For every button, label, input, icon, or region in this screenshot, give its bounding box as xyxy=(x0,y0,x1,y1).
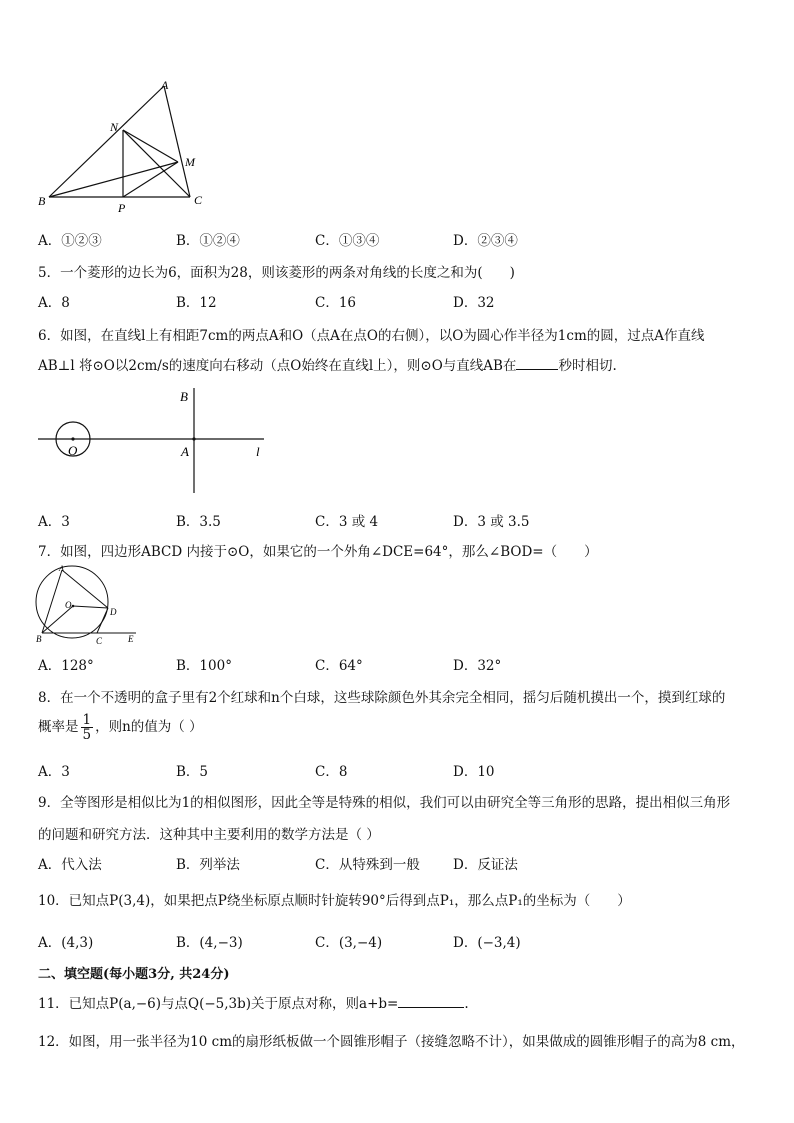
q6-line2a: AB⊥l 将⊙O以2cm/s的速度向右移动（点O始终在直线l上），则⊙O与直线AB在 xyxy=(38,358,517,374)
label-e: E xyxy=(128,634,134,644)
label-o: O xyxy=(65,600,72,610)
label-a: A xyxy=(181,444,189,459)
fraction-numerator: 1 xyxy=(82,712,92,728)
q4-option-a: A．①②③ xyxy=(38,233,102,249)
q5-option-d: D．32 xyxy=(453,295,495,311)
q5-option-c: C．16 xyxy=(315,295,357,311)
q6-option-d: D．3 或 3.5 xyxy=(453,514,530,530)
q4-option-b: B．①②④ xyxy=(176,233,240,249)
q6-line1: 6．如图，在直线l上有相距7cm的两点A和O（点A在点O的右侧），以O为圆心作半径为1cm的圆，过点A作直线 xyxy=(38,328,705,344)
q5-option-b: B．12 xyxy=(176,295,217,311)
q7-option-d: D．32° xyxy=(453,658,502,674)
label-a: A xyxy=(161,78,169,92)
label-d: D xyxy=(110,607,117,617)
q8-line1: 8．在一个不透明的盒子里有2个红球和n个白球，这些球除颜色外其余完全相同，摇匀后随机摸出一个，摸到红球的 xyxy=(38,690,726,706)
q12-text: 12．如图，用一张半径为10 cm的扇形纸板做一个圆锥形帽子（接缝忽略不计），如果做成的圆锥形帽子的高为8 cm， xyxy=(38,1034,745,1050)
q9-option-a: A．代入法 xyxy=(38,857,102,873)
q8-option-a: A．3 xyxy=(38,764,70,780)
q9-option-d: D．反证法 xyxy=(453,857,518,873)
label-b: B xyxy=(38,194,46,208)
q6-option-b: B．3.5 xyxy=(176,514,221,530)
q6-option-a: A．3 xyxy=(38,514,70,530)
q10-option-a: A．(4,3) xyxy=(38,935,94,951)
q4-option-d: D．②③④ xyxy=(453,233,518,249)
circle-line-figure xyxy=(36,386,276,498)
inscribed-quad-figure xyxy=(32,562,142,648)
label-l: l xyxy=(256,444,260,459)
q8-line2b: ，则n的值为（ ） xyxy=(95,719,203,735)
q9-option-b: B．列举法 xyxy=(176,857,240,873)
q8-option-c: C．8 xyxy=(315,764,348,780)
q9-option-c: C．从特殊到一般 xyxy=(315,857,420,873)
q10-option-c: C．(3,−4) xyxy=(315,935,383,951)
label-m: M xyxy=(185,155,195,169)
label-c: C xyxy=(96,636,103,646)
label-c: C xyxy=(194,193,203,207)
q7-option-a: A．128° xyxy=(38,658,94,674)
q11-answer-blank xyxy=(398,994,464,1008)
triangle-figure xyxy=(30,76,220,216)
label-b: B xyxy=(180,389,188,404)
q8-line2 xyxy=(38,713,203,742)
q4-option-c: C．①③④ xyxy=(315,233,380,249)
q9-line1: 9．全等图形是相似比为1的相似图形，因此全等是特殊的相似，我们可以由研究全等三角形的思路，提出相似三角形 xyxy=(38,795,731,811)
label-b: B xyxy=(36,634,42,644)
label-n: N xyxy=(110,120,119,134)
q9-line2: 的问题和研究方法．这种其中主要利用的数学方法是（ ） xyxy=(38,827,380,843)
q8-option-d: D．10 xyxy=(453,764,495,780)
q5-option-a: A．8 xyxy=(38,295,70,311)
q7-text: 7．如图，四边形ABCD 内接于⊙O，如果它的一个外角∠DCE=64°，那么∠BOD=（ ） xyxy=(38,544,598,560)
q6-answer-blank xyxy=(516,356,558,370)
q10-text: 10．已知点P(3,4)，如果把点P绕坐标原点顺时针旋转90°后得到点P₁，那么点P₁的坐标为（ ） xyxy=(38,893,631,909)
q6-line2 xyxy=(38,354,617,374)
q8-line2a: 概率是 xyxy=(38,719,79,735)
q6-option-c: C．3 或 4 xyxy=(315,514,379,530)
q7-option-b: B．100° xyxy=(176,658,232,674)
q8-option-b: B．5 xyxy=(176,764,209,780)
fraction-denominator: 5 xyxy=(82,727,92,743)
q11-end: . xyxy=(464,996,469,1012)
q10-option-b: B．(4,−3) xyxy=(176,935,243,951)
label-p: P xyxy=(118,201,126,215)
q11-text: 11．已知点P(a,−6)与点Q(−5,3b)关于原点对称，则a+b= xyxy=(38,996,399,1012)
q10-option-d: D．(−3,4) xyxy=(453,935,521,951)
label-a: A xyxy=(59,564,64,573)
q5-text: 5．一个菱形的边长为6，面积为28，则该菱形的两条对角线的长度之和为( ) xyxy=(38,265,515,281)
label-o: O xyxy=(68,443,78,458)
section-heading: 二、填空题(每小题3分, 共24分) xyxy=(38,967,230,982)
q6-line2b: 秒时相切. xyxy=(558,358,617,374)
q8-fraction xyxy=(81,713,94,742)
q7-option-c: C．64° xyxy=(315,658,363,674)
q11-line xyxy=(38,992,469,1012)
